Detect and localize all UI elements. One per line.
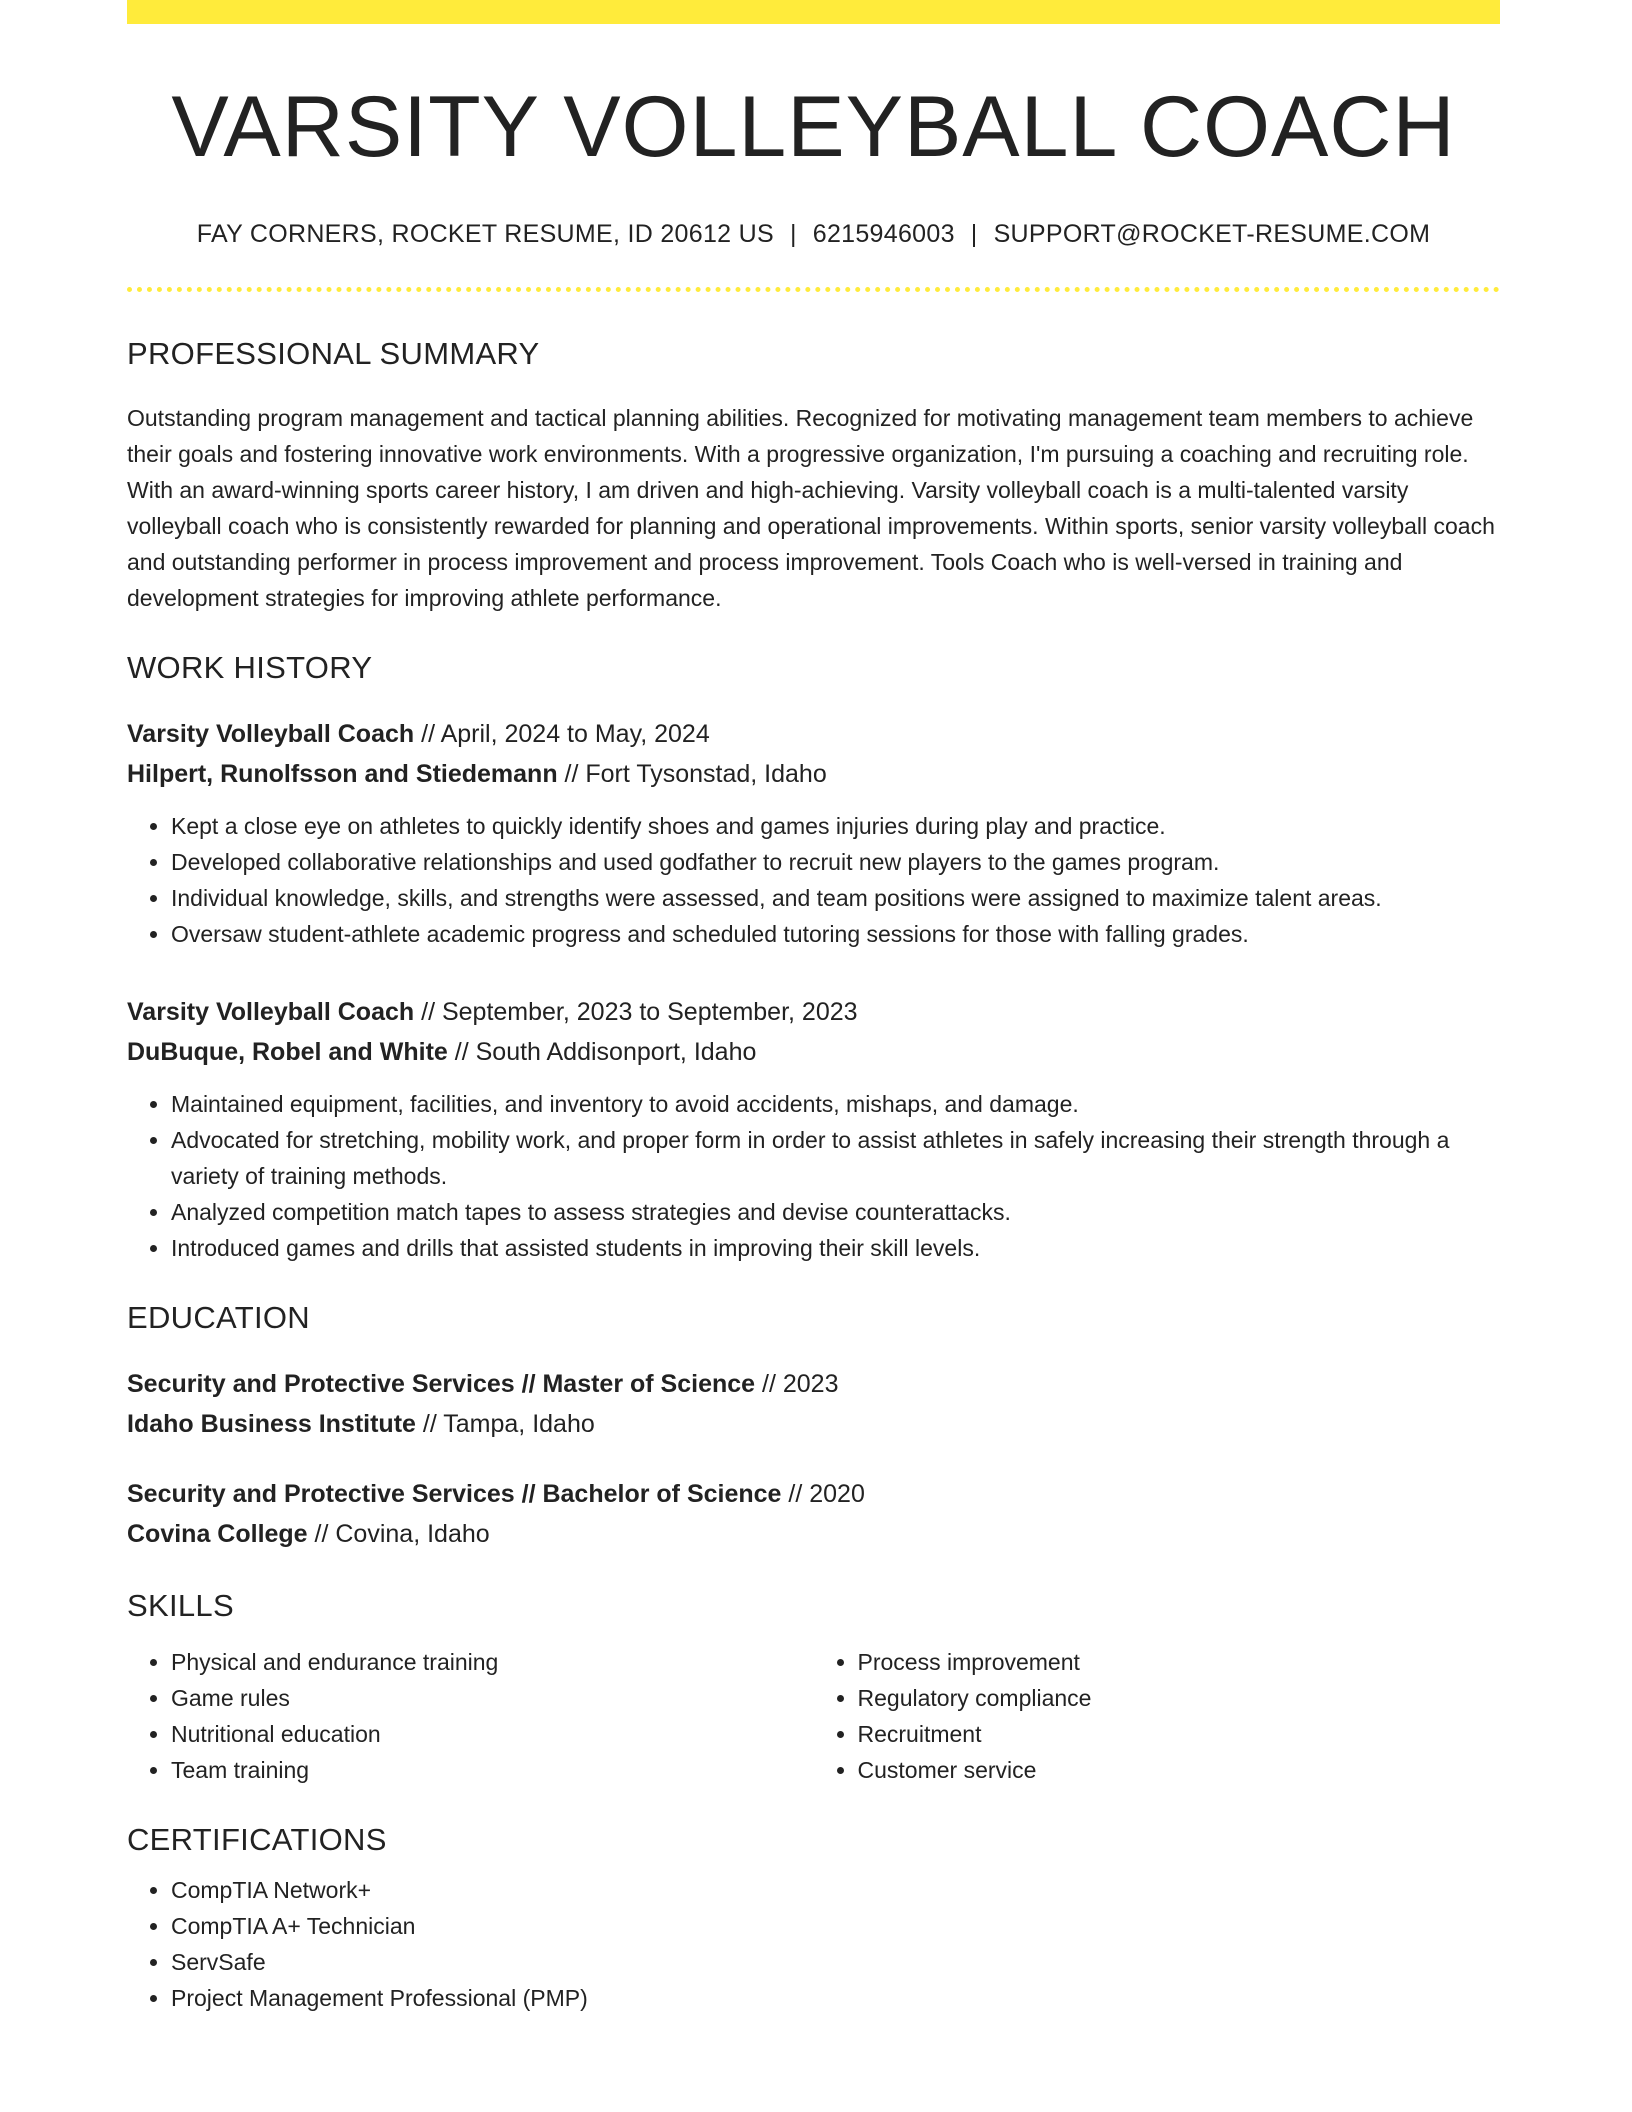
summary-text: Outstanding program management and tactical planning abilities. Recognized for motivating management team members to achieve their goals and fostering innovative work environments. With a progressive organization, I'm pursuing a coaching and recruiting role. With an award-winning sports career history, I am driven and high-achieving. Varsity volleyball coach is a multi-talented varsity volleyball coach who is consistently rewarded for planning and operational improvements. Within sports, senior varsity volleyball coach and outstanding performer in process improvement and process improvement. Tools Coach who is well-versed in training and development strategies for improving athlete performance.	[127, 405, 1495, 611]
skills-heading: SKILLS	[127, 1588, 234, 1623]
list-item: • Maintained equipment, facilities, and inventory to avoid accidents, mishaps, and damage.	[171, 1086, 1500, 1122]
contact-email: SUPPORT@ROCKET-RESUME.COM	[993, 220, 1431, 248]
certifications-list	[127, 1872, 1500, 2016]
list-item: • Team training	[171, 1752, 814, 1788]
job-role: Varsity Volleyball Coach	[127, 998, 415, 1026]
job-bullets	[127, 808, 1500, 952]
list-item: • ServSafe	[171, 1944, 1500, 1980]
contact-separator: |	[970, 220, 978, 248]
header-divider	[127, 287, 1500, 292]
list-item: • Customer service	[858, 1752, 1501, 1788]
job-bullets	[127, 1086, 1500, 1266]
school-location: // Covina, Idaho	[307, 1520, 490, 1548]
education-heading: EDUCATION	[127, 1300, 310, 1335]
list-item: • Physical and endurance training	[171, 1644, 814, 1680]
list-item: • Process improvement	[858, 1644, 1501, 1680]
job-entry	[127, 992, 1500, 1266]
list-item: • Kept a close eye on athletes to quickly identify shoes and games injuries during play and practice.	[171, 808, 1500, 844]
skills-columns	[127, 1644, 1500, 1788]
list-item: • CompTIA Network+	[171, 1872, 1500, 1908]
contact-separator: |	[789, 220, 797, 248]
degree-line	[127, 1474, 1500, 1514]
degree-name: Security and Protective Services // Master of Science	[127, 1370, 756, 1398]
list-item: • Project Management Professional (PMP)	[171, 1980, 1500, 2016]
degree-line	[127, 1364, 1500, 1404]
school-location: // Tampa, Idaho	[415, 1410, 595, 1438]
skills-list-right	[814, 1644, 1501, 1788]
list-item: • Recruitment	[858, 1716, 1501, 1752]
certifications-heading: CERTIFICATIONS	[127, 1822, 387, 1857]
degree-year: // 2023	[755, 1370, 839, 1398]
job-location: // South Addisonport, Idaho	[447, 1038, 757, 1066]
list-item: • Game rules	[171, 1680, 814, 1716]
list-item: • Introduced games and drills that assisted students in improving their skill levels.	[171, 1230, 1500, 1266]
summary-heading: PROFESSIONAL SUMMARY	[127, 336, 540, 371]
job-company-line	[127, 754, 1500, 794]
education-entry	[127, 1474, 1500, 1554]
school-name: Covina College	[127, 1520, 308, 1548]
list-item: • CompTIA A+ Technician	[171, 1908, 1500, 1944]
candidate-name: VARSITY VOLLEYBALL COACH	[171, 79, 1456, 175]
list-item: • Oversaw student-athlete academic progress and scheduled tutoring sessions for those with falling grades.	[171, 916, 1500, 952]
education-entry	[127, 1364, 1500, 1444]
list-item: • Analyzed competition match tapes to assess strategies and devise counterattacks.	[171, 1194, 1500, 1230]
degree-name: Security and Protective Services // Bachelor of Science	[127, 1480, 782, 1508]
list-item: • Regulatory compliance	[858, 1680, 1501, 1716]
school-name: Idaho Business Institute	[127, 1410, 416, 1438]
contact-line	[127, 220, 1500, 249]
work-history-heading: WORK HISTORY	[127, 650, 373, 685]
contact-phone: 6215946003	[812, 220, 955, 248]
job-dates: // September, 2023 to September, 2023	[414, 998, 858, 1026]
job-title-line	[127, 714, 1500, 754]
job-company: DuBuque, Robel and White	[127, 1038, 448, 1066]
list-item: • Developed collaborative relationships and used godfather to recruit new players to the games program.	[171, 844, 1500, 880]
degree-year: // 2020	[781, 1480, 865, 1508]
list-item: • Nutritional education	[171, 1716, 814, 1752]
job-location: // Fort Tysonstad, Idaho	[557, 760, 827, 788]
list-item: • Advocated for stretching, mobility work, and proper form in order to assist athletes in safely increasing their strength through a variety of training methods.	[171, 1122, 1500, 1194]
job-role: Varsity Volleyball Coach	[127, 720, 415, 748]
job-company-line	[127, 1032, 1500, 1072]
contact-address: FAY CORNERS, ROCKET RESUME, ID 20612 US	[196, 220, 774, 248]
top-accent-bar	[127, 0, 1500, 24]
school-line	[127, 1404, 1500, 1444]
job-company: Hilpert, Runolfsson and Stiedemann	[127, 760, 558, 788]
job-dates: // April, 2024 to May, 2024	[414, 720, 710, 748]
job-entry	[127, 714, 1500, 952]
skills-list-left	[127, 1644, 814, 1788]
school-line	[127, 1514, 1500, 1554]
resume-page	[127, 0, 1500, 2016]
list-item: • Individual knowledge, skills, and strengths were assessed, and team positions were assigned to maximize talent areas.	[171, 880, 1500, 916]
job-title-line	[127, 992, 1500, 1032]
